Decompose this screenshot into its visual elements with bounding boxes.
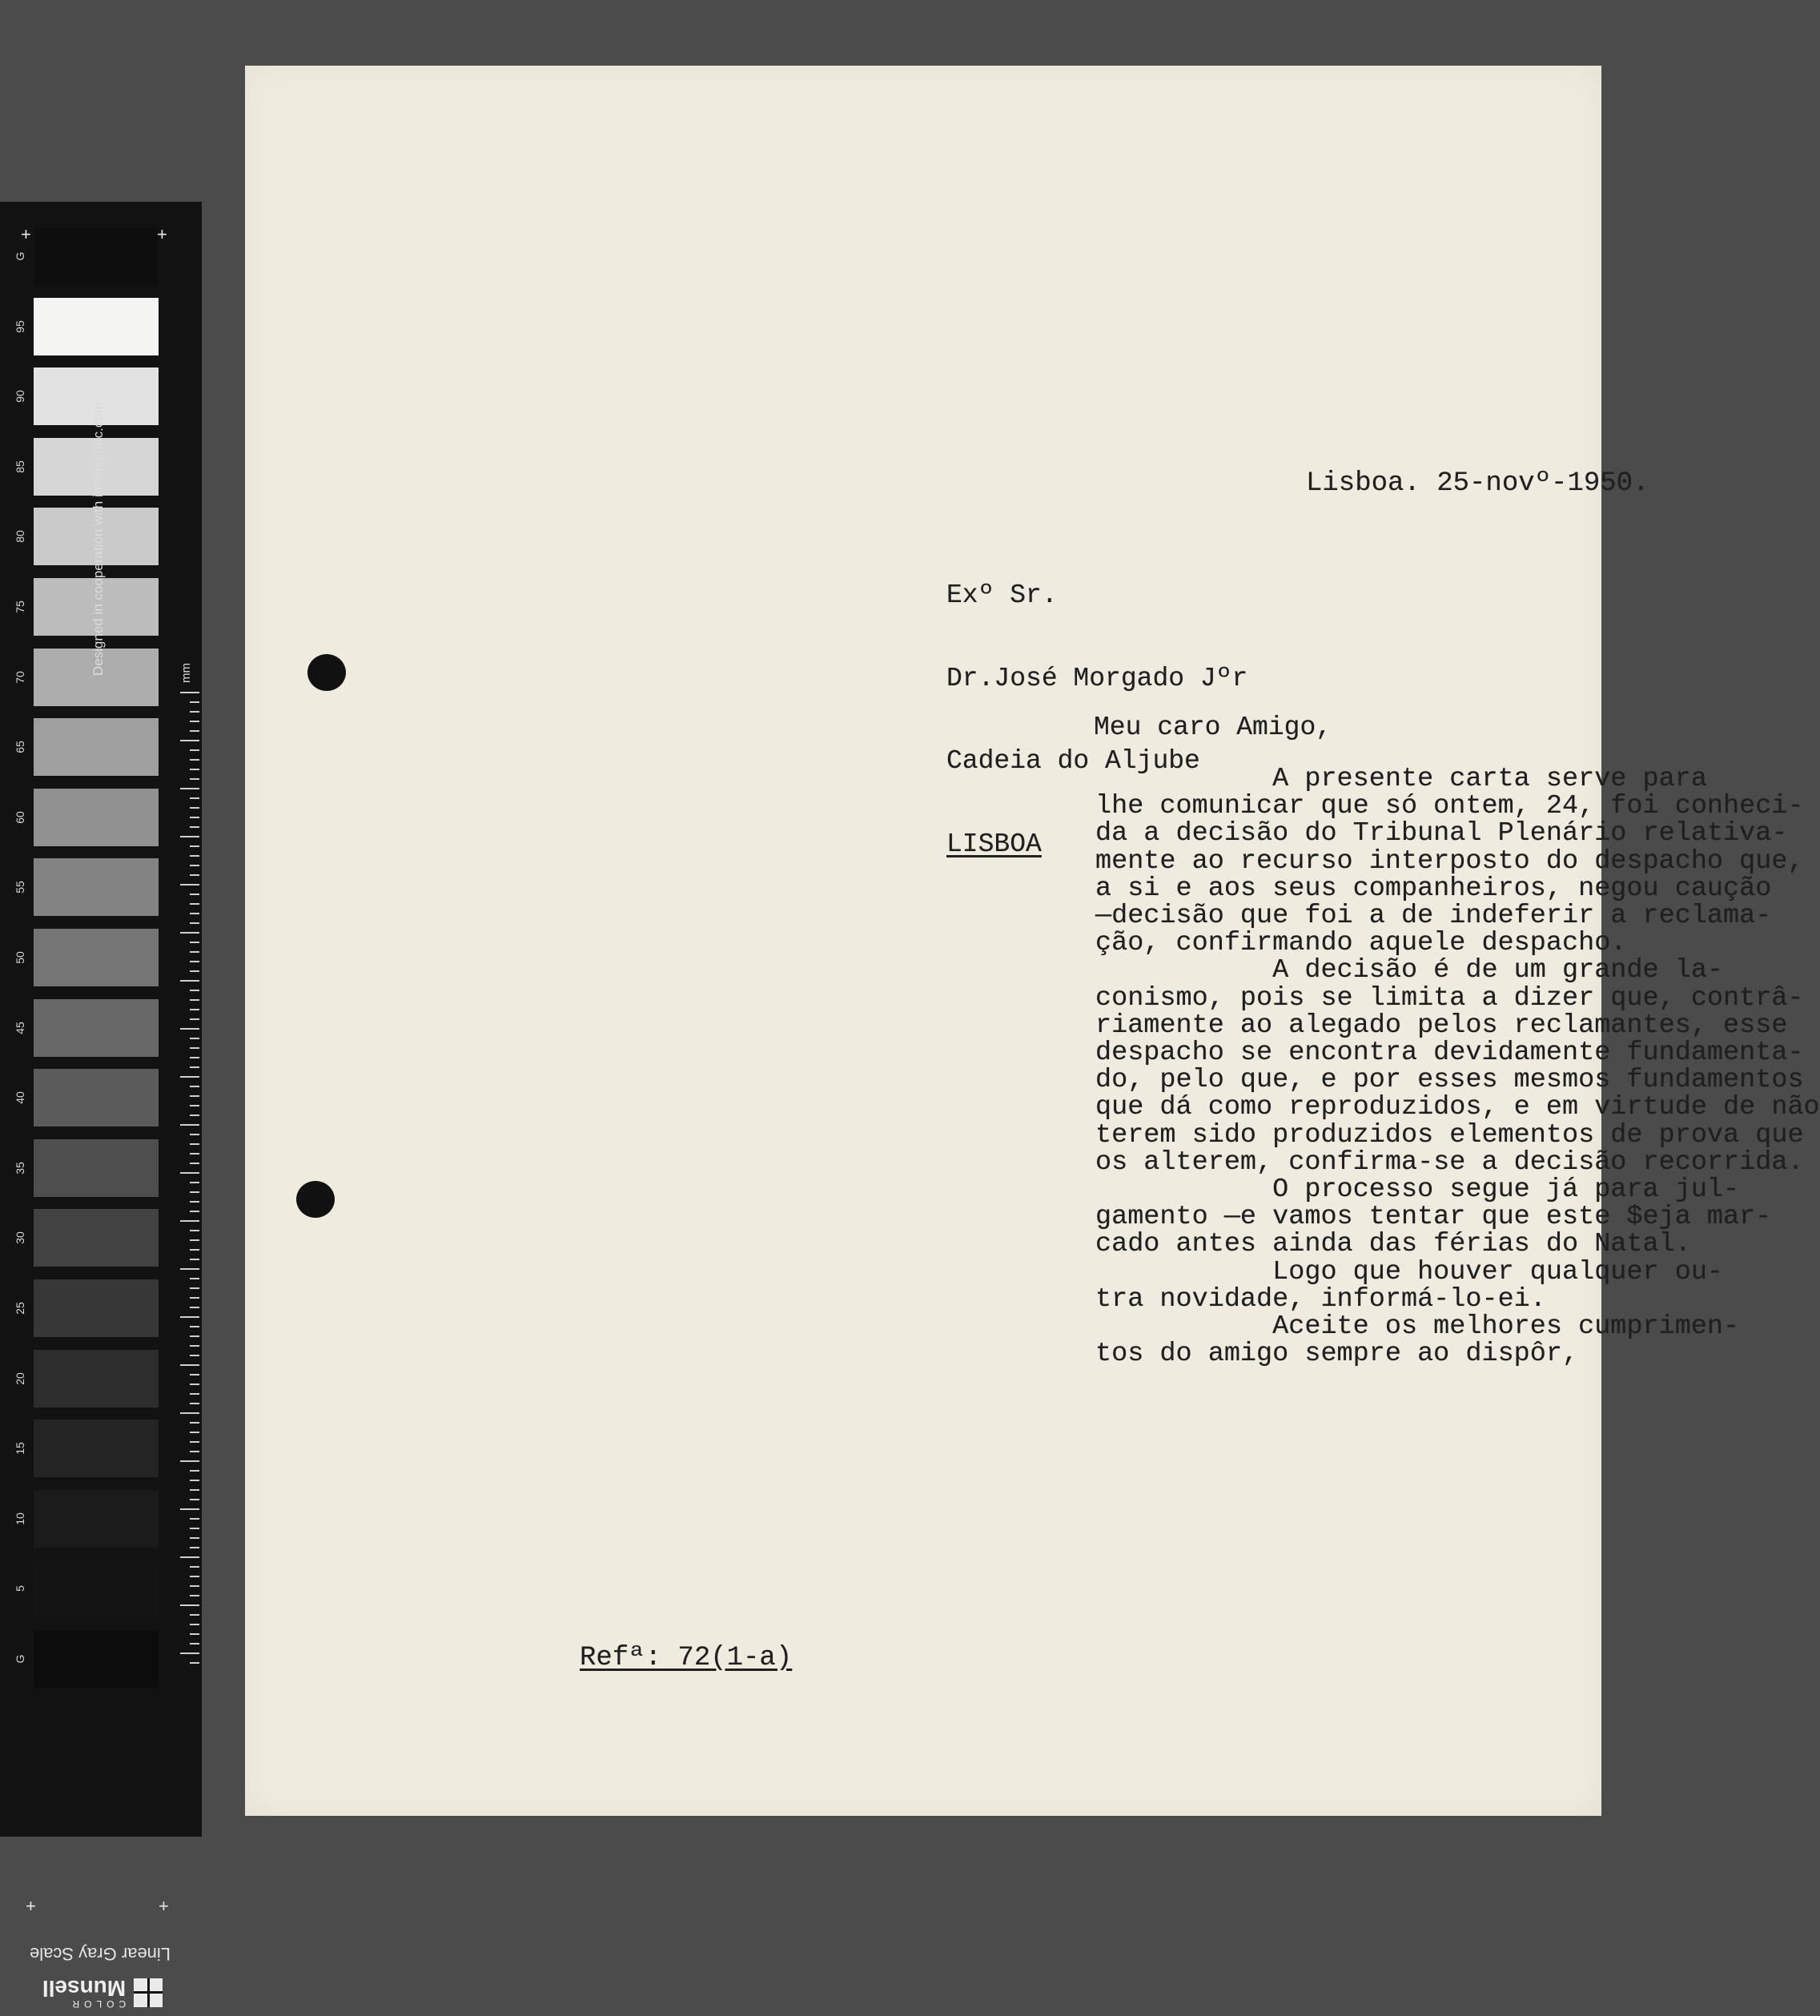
letter-body (1095, 764, 1820, 1370)
gray-patch (34, 1069, 159, 1126)
address-line: Dr.José Morgado Jºr (946, 663, 1248, 693)
body-line: a si e aos seus companheiros, negou caução (1095, 873, 1772, 904)
body-line: cado antes ainda das férias do Natal. (1095, 1229, 1691, 1260)
gray-patch (34, 1279, 159, 1337)
greeting: Meu caro Amigo, (1094, 713, 1332, 742)
munsell-logo (38, 1970, 167, 2016)
gray-patch (34, 1209, 159, 1267)
gray-patch-label: G (14, 251, 26, 261)
gray-patch-label: 30 (14, 1231, 26, 1245)
gray-patch-label: 60 (14, 811, 26, 824)
gray-patch (34, 1350, 159, 1408)
registration-mark: + (21, 224, 31, 244)
date-line: Lisboa. 25-novº-1950. (1306, 468, 1649, 499)
gray-patch-label: 80 (14, 530, 26, 544)
body-line: terem sido produzidos elementos de prova que (1095, 1119, 1804, 1151)
gray-patch (34, 1490, 159, 1548)
registration-mark: + (26, 1896, 36, 1916)
punch-hole (307, 654, 346, 691)
gray-patch-label: 20 (14, 1371, 26, 1385)
gray-patch-label: 55 (14, 881, 26, 894)
gray-patch (34, 298, 159, 355)
gray-patch-label: 10 (14, 1512, 26, 1525)
gray-patch-label: G (14, 1654, 26, 1664)
gray-patch-label: 35 (14, 1162, 26, 1175)
gray-patch-label: 40 (14, 1091, 26, 1104)
brand-name: Munsell (42, 1976, 127, 2001)
gray-patch-label: 5 (14, 1585, 26, 1592)
gray-patch (34, 1420, 159, 1477)
body-line: da a decisão do Tribunal Plenário relativa- (1095, 818, 1788, 849)
gray-patch-label: 45 (14, 1021, 26, 1034)
body-line: gamento —e vamos tentar que este $eja mar- (1095, 1202, 1772, 1233)
gray-patch-label: 95 (14, 319, 26, 333)
gray-patch-label: 70 (14, 670, 26, 684)
gray-patch (34, 999, 159, 1057)
gray-patch-label: 90 (14, 390, 26, 403)
gray-patch-label: 15 (14, 1442, 26, 1455)
body-line: conismo, pois se limita a dizer que, contrâ- (1095, 982, 1804, 1014)
gray-patch (34, 929, 159, 986)
registration-mark: + (157, 224, 167, 244)
brand-sub: COLOR (67, 1998, 127, 2010)
card-title: Linear Gray Scale (29, 1944, 171, 1964)
body-line: A presente carta serve para (1095, 764, 1707, 794)
munsell-grid-icon (134, 1978, 163, 2007)
letter-page (245, 66, 1820, 1816)
gray-patch-label: 65 (14, 741, 26, 753)
address-line: Exº Sr. (946, 580, 1058, 610)
gray-patch-label: 85 (14, 460, 26, 473)
body-line: tra novidade, informá-lo-ei. (1095, 1283, 1546, 1315)
card-side-text: Designed in cooperation with imagingetc.com (90, 402, 106, 677)
body-line: riamente ao alegado pelos reclamantes, esse (1095, 1010, 1788, 1041)
body-line: ção, confirmando aquele despacho. (1095, 928, 1627, 959)
body-line: tos do amigo sempre ao dispôr, (1095, 1339, 1579, 1370)
gray-patch-label: 50 (14, 951, 26, 964)
registration-mark: + (159, 1896, 169, 1916)
body-line: que dá como reproduzidos, e em virtude de não (1095, 1092, 1820, 1123)
body-line: lhe comunicar que só ontem, 24, foi conheci- (1095, 791, 1804, 822)
gray-patch-label: 25 (14, 1302, 26, 1315)
reference-number: Refª: 72(1-a) (580, 1643, 793, 1673)
body-line: do, pelo que, e por esses mesmos fundamentos (1095, 1065, 1804, 1096)
ruler-unit-label: mm (179, 663, 193, 683)
body-line: Aceite os melhores cumprimen- (1095, 1311, 1740, 1343)
gray-patch-label: 75 (14, 600, 26, 613)
mm-ruler (180, 692, 199, 1665)
address-line: Cadeia do Aljube (946, 746, 1200, 776)
gray-patch (34, 1139, 159, 1197)
body-line: A decisão é de um grande la- (1095, 955, 1724, 986)
body-line: despacho se encontra devidamente fundamenta- (1095, 1038, 1804, 1069)
body-line: Logo que houver qualquer ou- (1095, 1256, 1724, 1287)
gray-patch (34, 1560, 159, 1617)
body-line: O processo segue já para jul- (1095, 1175, 1740, 1206)
body-line: mente ao recurso interposto do despacho que, (1095, 845, 1804, 877)
punch-hole (296, 1181, 335, 1218)
address-city: LISBOA (946, 829, 1042, 859)
gray-scale-card (0, 202, 202, 2010)
gray-patch (34, 227, 159, 285)
body-line: os alterem, confirma-se a decisão recorrida. (1095, 1147, 1804, 1178)
body-line: —decisão que foi a de indeferir a reclama- (1095, 901, 1772, 932)
gray-patch (34, 1630, 159, 1688)
